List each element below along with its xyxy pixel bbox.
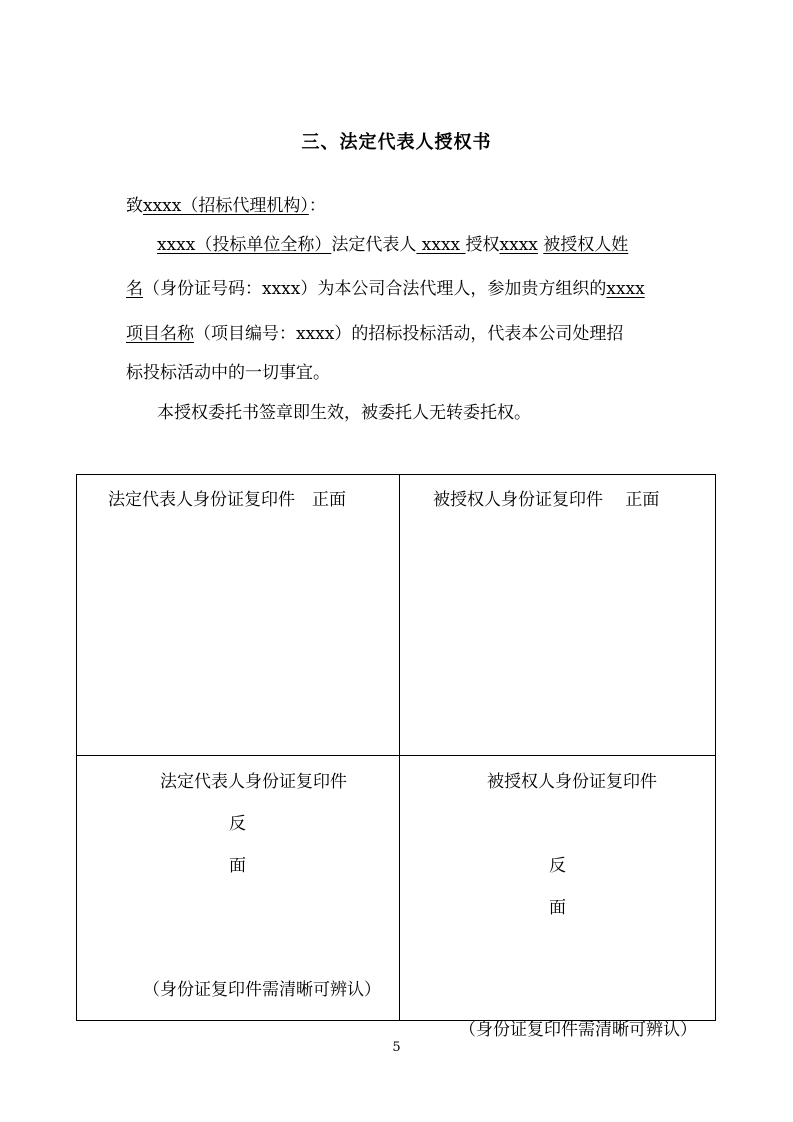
text-segment: 法定代表人	[331, 235, 417, 255]
page-number: 5	[392, 1040, 401, 1055]
paragraph1-line3	[126, 322, 623, 346]
paragraph1-line2	[126, 277, 645, 301]
cell-authorized-note-clipped: （身份证复印件需清晰可辨认）	[459, 1020, 697, 1040]
cell-authorized-back-mian: 面	[549, 898, 566, 918]
cell-legal-rep-note: （身份证复印件需清晰可辨认）	[143, 980, 381, 1000]
project-name-field: 项目名称	[126, 324, 194, 344]
addressee-suffix: ：	[308, 196, 326, 216]
paragraph1-line1	[157, 233, 628, 257]
table-column-divider	[399, 475, 400, 1020]
page-title: 三、法定代表人授权书	[301, 132, 492, 153]
text-segment: （身份证号码：xxxx）为本公司合法代理人，参加贵方组织的	[143, 279, 607, 299]
cell-legal-rep-back-fan: 反	[229, 814, 246, 834]
paragraph1-line4: 标投标活动中的一切事宜。	[126, 363, 330, 383]
authorized-name-field-cont: 名	[126, 279, 143, 299]
project-field: xxxx	[606, 279, 645, 299]
authorized-name-field: 被授权人姓	[543, 235, 629, 255]
cell-authorized-front: 被授权人身份证复印件 正面	[433, 490, 660, 510]
addressee-prefix: 致	[126, 196, 143, 216]
bidder-name-field: xxxx（投标单位全称）	[157, 235, 332, 255]
text-segment: （项目编号：xxxx）的招标投标活动，代表本公司处理招	[194, 324, 624, 344]
cell-legal-rep-back-mian: 面	[229, 856, 246, 876]
text-segment: 授权	[465, 235, 500, 255]
paragraph2: 本授权委托书签章即生效，被委托人无转委托权。	[157, 403, 531, 423]
addressee-agency: xxxx（招标代理机构）	[143, 196, 309, 216]
legal-rep-field: xxxx	[416, 235, 466, 255]
cell-authorized-back-label: 被授权人身份证复印件	[487, 772, 657, 792]
cell-legal-rep-back-label: 法定代表人身份证复印件	[160, 772, 347, 792]
cell-legal-rep-front: 法定代表人身份证复印件 正面	[108, 490, 346, 510]
addressee-line	[126, 194, 326, 218]
id-copy-table	[76, 474, 716, 1040]
authorized-field: xxxx	[499, 235, 538, 255]
cell-authorized-back-fan: 反	[549, 856, 566, 876]
table-row-divider	[77, 755, 715, 756]
